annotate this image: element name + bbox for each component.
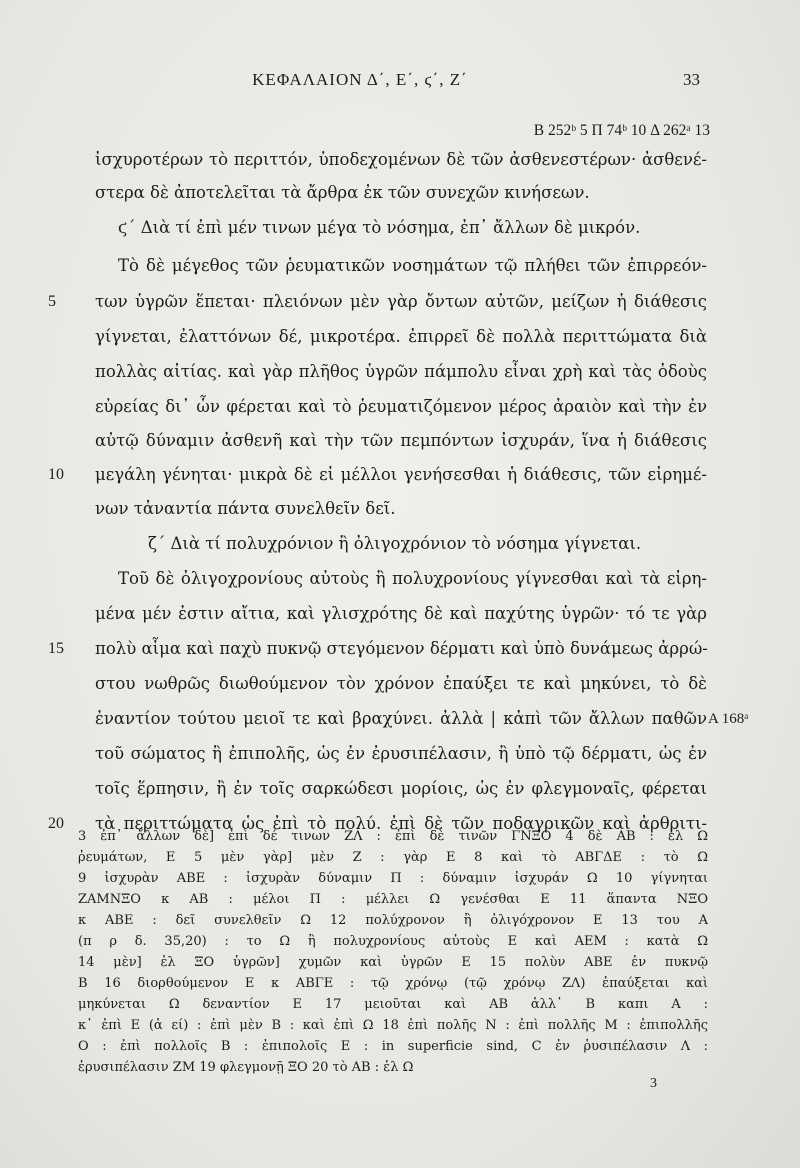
apparatus-line: κ ΑΒΕ : δεῖ συνελθεῖν Ω 12 πολύχρονον ἢ ὀλιγόχρονον Ε 13 του Α [78,913,708,928]
apparatus-line: μηκύνεται Ω δεναντίον Ε 17 μειοῦται καὶ ΑΒ ἀλλ᾿ Β καπι Α : [78,997,708,1012]
line-number: 10 [48,466,64,483]
apparatus-line: 14 μὲν] ἐλ ΞΟ ὑγρῶν] χυμῶν καὶ ὑγρῶν Ε 15 πολὺν ΑΒΕ ἐν πυκνῷ [78,955,708,970]
apparatus-line: ῥευμάτων, Ε 5 μὲν γὰρ] μὲν Ζ : γὰρ Ε 8 καὶ τὸ ΑΒΓΔΕ : τὸ Ω [78,850,708,865]
margin-reference: A 168ᵃ [708,711,749,727]
text-line: γίγνεται, ἐλαττόνων δέ, μικροτέρα. ἐπιρρεῖ δὲ πολλὰ περιττώματα διὰ [95,327,707,346]
running-head: ΚΕΦΑΛΑΙΟΝ Δ΄, Ε΄, ϛ΄, Ζ΄ [252,70,468,89]
line-number: 15 [48,640,64,657]
apparatus-line: Ο : ἐπὶ πολλοῖς Β : ἐπιπολοῖς Ε : in superficie sind, C ἐν ῥυσιπέλασιν Λ : [78,1039,708,1054]
text-line: ἰσχυροτέρων τὸ περιττόν, ὑποδεχομένων δὲ τῶν ἀσθενεστέρων· ἀσθενέ- [95,150,707,169]
text-line: Τοῦ δὲ ὀλιγοχρονίους αὐτοὺς ἢ πολυχρονίους γίγνεσθαι καὶ τὰ εἰρη- [118,569,707,588]
text-line: πολλὰς αἰτίας. καὶ γὰρ πλῆθος ὑγρῶν πάμπολυ εἶναι χρὴ καὶ τὰς ὁδοὺς [95,362,707,381]
apparatus-line: 3 ἐπ᾿ ἄλλων δὲ] ἐπὶ δέ τινων ΖΛ : ἐπὶ δὲ τινῶν ΓΝΞΟ 4 δὲ ΑΒ : ἐλ Ω [78,829,708,844]
apparatus-line: 9 ἰσχυρὰν ΑΒΕ : ἰσχυρὰν δύναμιν Π : δύναμιν ἰσχυράν Ω 10 γίγνηται [78,871,708,886]
apparatus-line: κ᾿ ἐπὶ Ε (ἀ εί) : ἐπὶ μὲν Β : καὶ ἐπὶ Ω 18 ἐπὶ πολῆς Ν : ἐπὶ πολλῆς Μ : ἐπιπολλῆς [78,1018,708,1033]
section-heading: ϛ΄ Διὰ τί ἐπὶ μέν τινων μέγα τὸ νόσημα, ἐπ᾿ ἄλλων δὲ μικρόν. [118,218,641,237]
text-line: αὐτῷ δύναμιν ἀσθενῆ καὶ τὴν τῶν πεμπόντων ἰσχυράν, ἵνα ἡ διάθεσις [95,431,707,450]
page-header [60,70,700,100]
text-line: ἐναντίον τούτου μειοῖ τε καὶ βραχύνει. ἀλλὰ | κἀπὶ τῶν ἄλλων παθῶν [95,709,707,728]
page-number: 33 [683,70,700,89]
text-line: μεγάλη γένηται· μικρὰ δὲ εἰ μέλλοι γενήσεσθαι ἡ διάθεσις, τῶν εἰρημέ- [95,465,707,484]
line-number: 20 [48,815,64,832]
text-line: στου νωθρῶς διωθούμενον τὸν χρόνον ἐπαύξει τε καὶ μηκύνει, τὸ δὲ [95,674,707,693]
signature-mark: 3 [650,1076,657,1091]
text-line: των ὑγρῶν ἕπεται· πλειόνων μὲν γὰρ ὄντων αὐτῶν, μείζων ἡ διάθεσις [95,292,707,311]
apparatus-line: Β 16 διορθούμενον Ε κ ΑΒΓΕ : τῷ χρόνῳ (τῷ χρόνῳ ΖΛ) ἐπαύξεται καὶ [78,976,708,991]
text-line: τὰ περιττώματα ὡς ἐπὶ τὸ πολύ. ἐπὶ δὲ τῶν ποδαγρικῶν καὶ ἀρθριτι- [95,814,707,833]
text-line: πολὺ αἷμα καὶ παχὺ πυκνῷ στεγόμενον δέρματι καὶ ὑπὸ δυνάμεως ἀρρώ- [95,639,708,658]
section-heading: ζ΄ Διὰ τί πολυχρόνιον ἢ ὀλιγοχρόνιον τὸ νόσημα γίγνεται. [148,534,642,553]
text-line: εὐρείας δι᾿ ὧν φέρεται καὶ τὸ ῥευματιζόμενον μέρος ἀραιὸν καὶ τὴν ἐν [95,397,707,416]
text-line: Τὸ δὲ μέγεθος τῶν ῥευματικῶν νοσημάτων τῷ πλήθει τῶν ἐπιρρεόν- [118,256,707,275]
text-line: στερα δὲ ἀποτελεῖται τὰ ἄρθρα ἐκ τῶν συνεχῶν κινήσεων. [95,183,590,202]
text-line: νων τἀναντία πάντα συνελθεῖν δεῖ. [95,499,396,518]
text-line: τοῦ σώματος ἢ ἐπιπολῆς, ὡς ἐν ἐρυσιπέλασιν, ἢ ὑπὸ τῷ δέρματι, ὡς ἐν [95,744,707,763]
text-line: τοῖς ἕρπησιν, ἢ ἐν τοῖς σαρκώδεσι μορίοις, ὡς ἐν φλεγμοναῖς, φέρεται [95,779,707,798]
text-line: μένα μέν ἐστιν αἴτια, καὶ γλισχρότης δὲ καὶ παχύτης ὑγρῶν· τό τε γὰρ [95,604,707,623]
apparatus-line: (π ρ δ. 35,20) : το Ω ἢ πολυχρονίους αὐτοὺς Ε καὶ ΑΕΜ : κατὰ Ω [78,934,708,949]
apparatus-line: ΖΑΜΝΞΟ κ ΑΒ : μέλοι Π : μέλλει Ω γενέσθαι Ε 11 ἅπαντα ΝΞΟ [78,892,708,907]
line-number: 5 [48,293,56,310]
apparatus-line: ἐρυσιπέλασιν ΖΜ 19 φλεγμονῇ ΞΟ 20 τὸ ΑΒ : ἐλ Ω [78,1060,414,1075]
manuscript-reference: B 252ᵇ 5 Π 74ᵇ 10 Δ 262ᵃ 13 [533,122,710,139]
